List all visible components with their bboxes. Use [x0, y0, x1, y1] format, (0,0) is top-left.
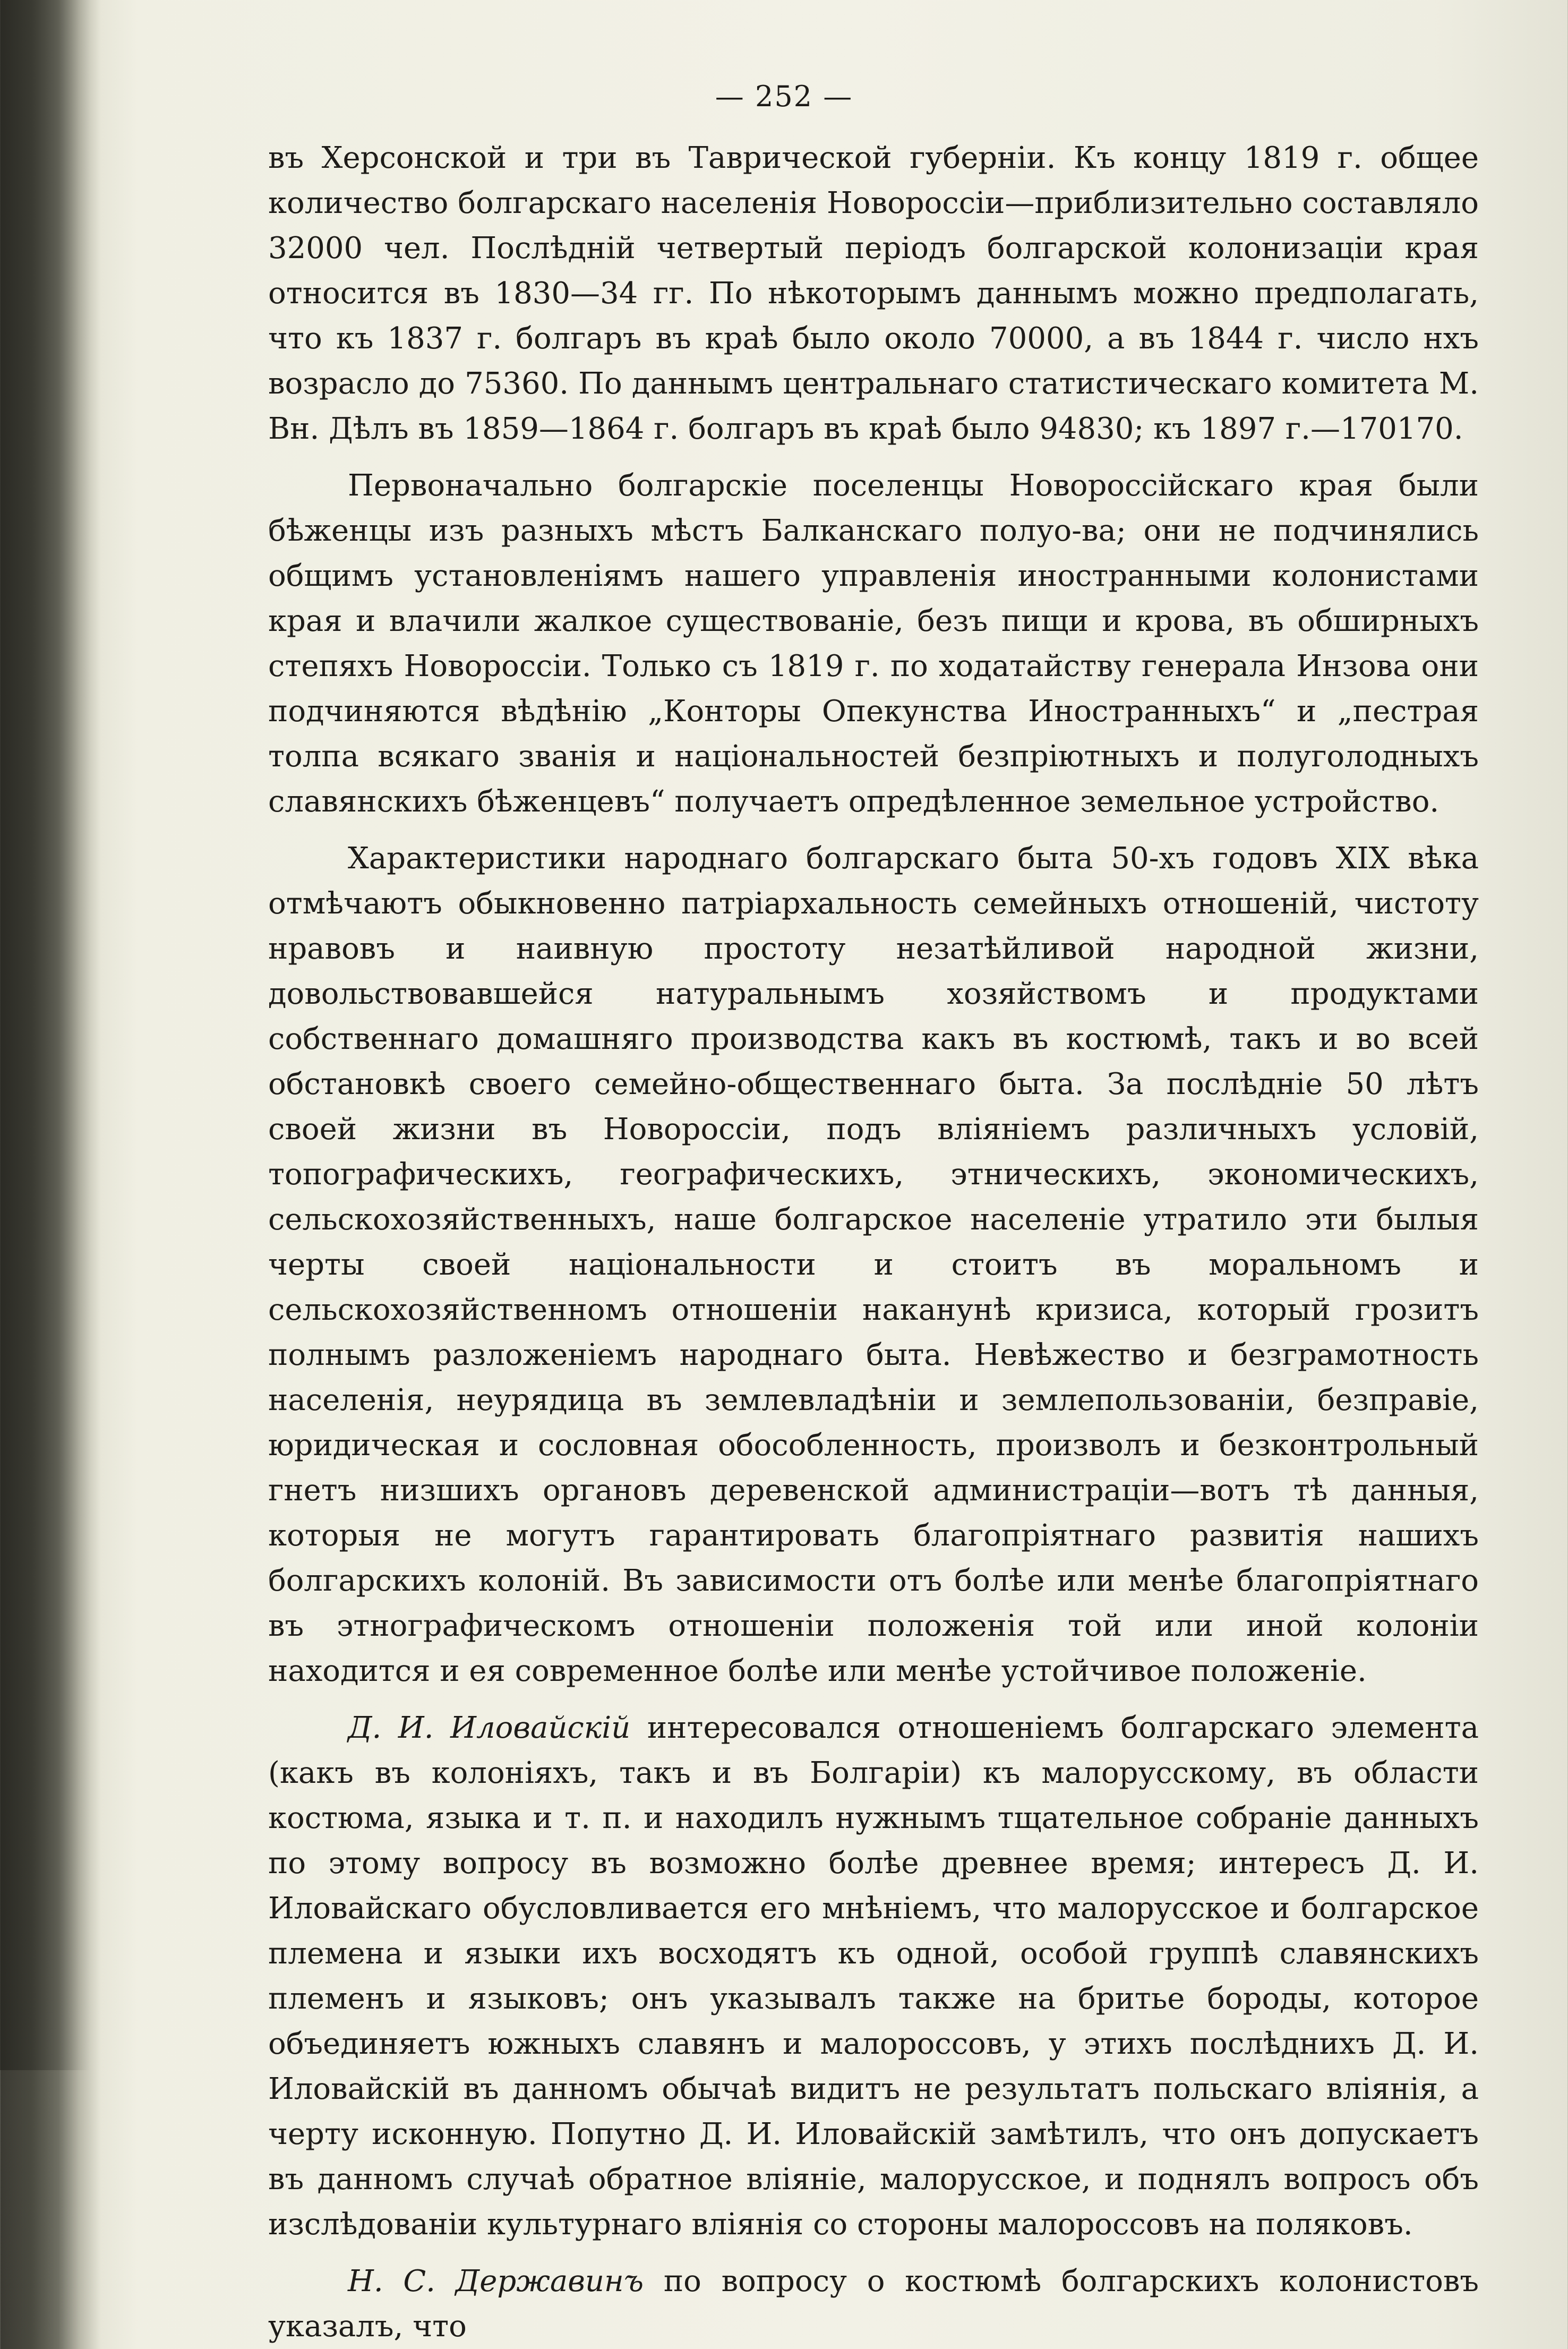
- paragraph-1: [268, 135, 1479, 451]
- book-gutter-shadow: [0, 0, 90, 2070]
- paragraph-3-text: Характеристики народнаго болгарскаго быта 50-хъ годовъ XIX вѣка отмѣчаютъ обыкновенно патріархальность семейныхъ отношеній, чистоту нравовъ и наивную простоту незатѣйливой народной жизни, довольствовавшейся натуральнымъ хозяйствомъ и продуктами собственнаго домашняго производства какъ въ костюмѣ, такъ и во всей обстановкѣ своего семейно-общественнаго быта. За послѣдніе 50 лѣтъ своей жизни въ Новороссіи, подъ вліяніемъ различныхъ условій, топографическихъ, географическихъ, этническихъ, экономическихъ, сельскохозяйственныхъ, наше болгарское населеніе утратило эти былыя черты своей національности и стоитъ въ моральномъ и сельскохозяйственномъ отношеніи наканунѣ кризиса, который грозитъ полнымъ разложеніемъ народнаго быта. Невѣжество и безграмотность населенія, неурядица въ землевладѣніи и землепользованіи, безправіе, юридическая и сословная обособленность, произволъ и безконтрольный гнетъ низшихъ органовъ деревенской администраціи—вотъ тѣ данныя, которыя не могутъ гарантировать благопріятнаго развитія нашихъ болгарскихъ колоній. Въ зависимости отъ болѣе или менѣе благопріятнаго въ этнографическомъ отношеніи положенія той или иной колоніи находится и ея современное болѣе или менѣе устойчивое положеніе.: [268, 841, 1479, 1688]
- author-name-derzhavin: Н. С. Державинъ: [348, 2264, 644, 2299]
- paragraph-2-text: Первоначально болгарскіе поселенцы Новороссійскаго края были бѣженцы изъ разныхъ мѣстъ Балканскаго полуо-ва; они не подчинялись общимъ установленіямъ нашего управленія иностранными колонистами края и влачили жалкое существованіе, безъ пищи и крова, въ обширныхъ степяхъ Новороссіи. Только съ 1819 г. по ходатайству генерала Инзова они подчиняются вѣдѣнію „Конторы Опекунства Иностранныхъ“ и „пестрая толпа всякаго званія и національностей безпріютныхъ и полуголодныхъ славянскихъ бѣженцевъ“ получаетъ опредѣленное земельное устройство.: [268, 468, 1479, 819]
- paragraph-4: [268, 1705, 1479, 2247]
- author-name-ilovaisky: Д. И. Иловайскій: [348, 1711, 631, 1745]
- paragraph-1-text: въ Херсонской и три въ Таврической губерніи. Къ концу 1819 г. общее количество болгарскаго населенія Новороссіи—приблизительно составляло 32000 чел. Послѣдній четвертый періодъ болгарской колонизаціи края относится въ 1830—34 гг. По нѣкоторымъ даннымъ можно предполагать, что къ 1837 г. болгаръ въ краѣ было около 70000, а въ 1844 г. число нхъ возрасло до 75360. По даннымъ центральнаго статистическаго комитета М. Вн. Дѣлъ въ 1859—1864 г. болгаръ въ краѣ было 94830; къ 1897 г.—170170.: [268, 141, 1479, 446]
- paragraph-2: [268, 463, 1479, 824]
- page-number: — 252 —: [715, 80, 853, 113]
- paragraph-5-text: по вопросу о костюмѣ болгарскихъ колонистовъ указалъ, что: [268, 2264, 1479, 2344]
- body-text: [268, 135, 1479, 2349]
- paragraph-5: [268, 2259, 1479, 2349]
- paragraph-3: [268, 836, 1479, 1694]
- paragraph-4-text: интересовался отношеніемъ болгарскаго элемента (какъ въ колоніяхъ, такъ и въ Болгаріи) къ малорусскому, въ области костюма, языка и т. п. и находилъ нужнымъ тщательное собраніе данныхъ по этому вопросу въ возможно болѣе древнее время; интересъ Д. И. Иловайскаго обусловливается его мнѣніемъ, что малорусское и болгарское племена и языки ихъ восходятъ къ одной, особой группѣ славянскихъ племенъ и языковъ; онъ указывалъ также на бритье бороды, которое объединяетъ южныхъ славянъ и малороссовъ, у этихъ послѣднихъ Д. И. Иловайскій въ данномъ обычаѣ видитъ не результатъ польскаго вліянія, а черту исконную. Попутно Д. И. Иловайскій замѣтилъ, что онъ допускаетъ въ данномъ случаѣ обратное вліяніе, малорусское, и поднялъ вопросъ объ изслѣдованіи культурнаго вліянія со стороны малороссовъ на поляковъ.: [268, 1711, 1479, 2242]
